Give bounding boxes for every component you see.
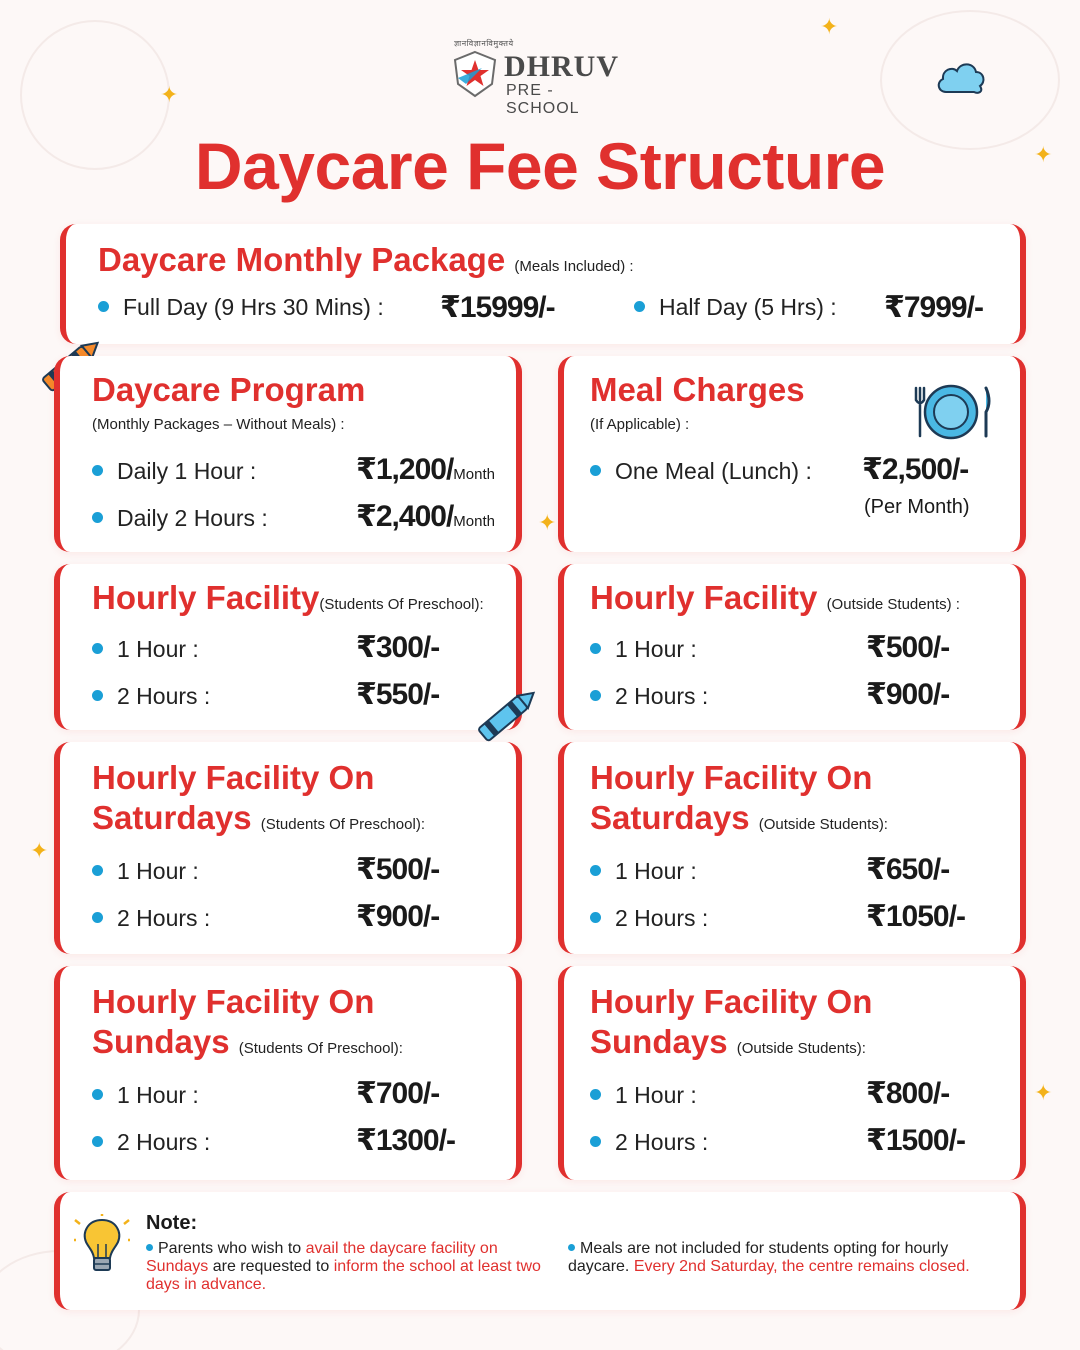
saturday-preschool-card	[54, 742, 522, 954]
meal-heading: Meal Charges	[590, 371, 805, 408]
sun-pre-row-2: 2 Hours :	[92, 1129, 210, 1156]
hourly-pre-row-1: 1 Hour :	[92, 636, 199, 663]
bullet-icon	[590, 690, 601, 701]
logo-subtitle: PRE - SCHOOL	[506, 82, 580, 117]
program-qualifier: (Monthly Packages – Without Meals) :	[92, 416, 345, 433]
sat-out-row-1: 1 Hour :	[590, 858, 697, 885]
hourly-out-qualifier: (Outside Students) :	[826, 596, 960, 613]
program-row-1-label: Daily 1 Hour :	[117, 458, 257, 484]
bullet-icon	[92, 465, 103, 476]
sat-pre-qualifier: (Students Of Preschool):	[260, 816, 425, 833]
hourly-outside-card	[558, 564, 1026, 730]
hourly-pre-qualifier: (Students Of Preschool):	[319, 596, 484, 613]
bullet-icon	[92, 1089, 103, 1100]
bullet-icon	[590, 465, 601, 476]
program-row-2-label: Daily 2 Hours :	[117, 505, 268, 531]
sun-pre-row-2-price: ₹1300/-	[356, 1124, 455, 1157]
full-day-label: Full Day (9 Hrs 30 Mins) :	[123, 294, 384, 320]
sun-out-heading-1: Hourly Facility On	[590, 983, 873, 1020]
program-row-2	[92, 505, 268, 532]
bullet-icon	[92, 643, 103, 654]
meal-price-note: (Per Month)	[864, 496, 970, 518]
sat-out-heading-2: Saturdays	[590, 799, 750, 836]
sat-pre-heading-2: Saturdays	[92, 799, 252, 836]
sun-out-row-1: 1 Hour :	[590, 1082, 697, 1109]
cloud-icon	[934, 58, 988, 98]
program-row-2-price: ₹2,400/Month	[356, 500, 495, 533]
bullet-icon	[92, 512, 103, 523]
hourly-out-row-1-price: ₹500/-	[866, 631, 950, 664]
monthly-qualifier: (Meals Included) :	[514, 258, 634, 275]
bullet-icon	[590, 1089, 601, 1100]
sat-pre-row-2-price: ₹900/-	[356, 900, 440, 933]
monthly-package-card	[60, 224, 1026, 344]
sat-out-heading-1: Hourly Facility On	[590, 759, 873, 796]
hourly-pre-row-2-price: ₹550/-	[356, 678, 440, 711]
sparkle-icon: ✦	[538, 510, 557, 535]
sat-pre-heading-1: Hourly Facility On	[92, 759, 375, 796]
meal-charges-card	[558, 356, 1026, 552]
full-day-price: ₹15999/-	[440, 291, 555, 324]
bullet-icon	[146, 1244, 153, 1251]
note-card	[54, 1192, 1026, 1310]
sparkle-icon: ✦	[820, 14, 839, 39]
hourly-pre-row-2: 2 Hours :	[92, 683, 210, 710]
hourly-pre-heading: Hourly Facility	[92, 579, 320, 616]
meal-qualifier: (If Applicable) :	[590, 416, 690, 433]
lightbulb-icon	[74, 1214, 130, 1278]
meal-label: One Meal (Lunch) :	[615, 458, 812, 484]
program-row-1	[92, 458, 256, 485]
star-shield-icon	[452, 50, 498, 98]
sun-pre-row-1-price: ₹700/-	[356, 1077, 440, 1110]
bullet-icon	[92, 1136, 103, 1147]
sun-pre-heading-1: Hourly Facility On	[92, 983, 375, 1020]
sparkle-icon: ✦	[1034, 142, 1053, 167]
sun-pre-qualifier: (Students Of Preschool):	[238, 1040, 403, 1057]
sun-out-qualifier: (Outside Students):	[736, 1040, 866, 1057]
bullet-icon	[590, 643, 601, 654]
meal-price: ₹2,500/-	[862, 453, 969, 486]
meal-row	[590, 458, 812, 485]
sparkle-icon: ✦	[1034, 1080, 1053, 1105]
sat-out-row-1-price: ₹650/-	[866, 853, 950, 886]
sun-out-row-2-price: ₹1500/-	[866, 1124, 965, 1157]
sparkle-icon: ✦	[30, 838, 49, 863]
saturday-outside-card	[558, 742, 1026, 954]
bullet-icon	[568, 1244, 575, 1251]
half-day-price: ₹7999/-	[884, 291, 983, 324]
plate-cutlery-icon	[908, 384, 994, 440]
sat-out-row-2-price: ₹1050/-	[866, 900, 965, 933]
bullet-icon	[590, 1136, 601, 1147]
bullet-icon	[590, 912, 601, 923]
sun-pre-heading-2: Sundays	[92, 1023, 230, 1060]
sat-pre-row-1-price: ₹500/-	[356, 853, 440, 886]
sun-out-row-1-price: ₹800/-	[866, 1077, 950, 1110]
sat-out-row-2: 2 Hours :	[590, 905, 708, 932]
sat-pre-row-1: 1 Hour :	[92, 858, 199, 885]
note-right: Meals are not included for students opting for hourly daycare. Every 2nd Saturday, the centre remains closed.	[568, 1240, 970, 1275]
full-day-row	[98, 294, 384, 321]
sparkle-icon: ✦	[160, 82, 179, 107]
bullet-icon	[590, 865, 601, 876]
sunday-outside-card	[558, 966, 1026, 1180]
daycare-program-card	[54, 356, 522, 552]
half-day-row	[634, 294, 837, 321]
bullet-icon	[98, 301, 109, 312]
logo-tagline: ज्ञानविज्ञानविमुक्तये	[454, 39, 514, 48]
bullet-icon	[634, 301, 645, 312]
note-left: Parents who wish to avail the daycare facility on Sundays are requested to inform the school at least two days in advance.	[146, 1240, 541, 1293]
half-day-label: Half Day (5 Hrs) :	[659, 294, 837, 320]
sat-out-qualifier: (Outside Students):	[758, 816, 888, 833]
bullet-icon	[92, 865, 103, 876]
hourly-out-row-1: 1 Hour :	[590, 636, 697, 663]
hourly-out-heading: Hourly Facility	[590, 579, 818, 616]
logo-name: DHRUV	[504, 50, 619, 83]
sat-pre-row-2: 2 Hours :	[92, 905, 210, 932]
program-heading: Daycare Program	[92, 371, 366, 408]
sun-out-heading-2: Sundays	[590, 1023, 728, 1060]
hourly-pre-row-1-price: ₹300/-	[356, 631, 440, 664]
page-title: Daycare Fee Structure	[194, 129, 886, 203]
monthly-heading: Daycare Monthly Package	[98, 241, 506, 278]
bullet-icon	[92, 690, 103, 701]
note-title: Note:	[146, 1212, 198, 1234]
hourly-out-row-2-price: ₹900/-	[866, 678, 950, 711]
hourly-out-row-2: 2 Hours :	[590, 683, 708, 710]
bullet-icon	[92, 912, 103, 923]
school-logo	[452, 38, 632, 117]
sunday-preschool-card	[54, 966, 522, 1180]
program-row-1-price: ₹1,200/Month	[356, 453, 495, 486]
hourly-preschool-card	[54, 564, 522, 730]
sun-pre-row-1: 1 Hour :	[92, 1082, 199, 1109]
sun-out-row-2: 2 Hours :	[590, 1129, 708, 1156]
